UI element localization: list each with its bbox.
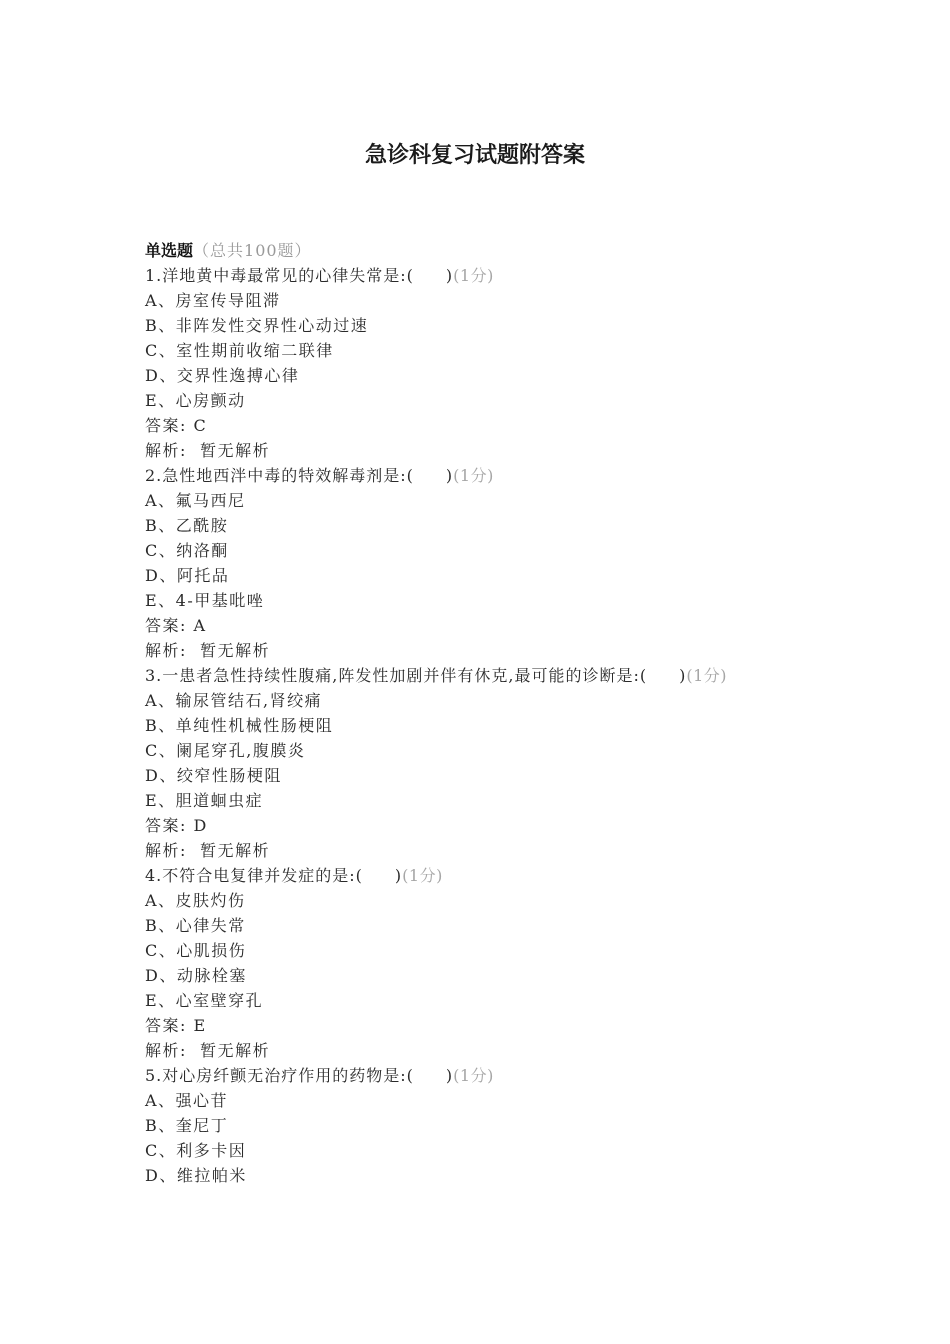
question-stem-text: 2.急性地西泮中毒的特效解毒剂是:(	[145, 466, 414, 485]
section-header	[145, 238, 790, 263]
option-b: B、单纯性机械性肠梗阻	[145, 716, 334, 735]
option-b: B、心律失常	[145, 916, 246, 935]
document-title: 急诊科复习试题附答案	[364, 142, 585, 168]
question-list	[145, 238, 790, 1188]
question-stem	[145, 863, 790, 888]
section-count: （总共100题）	[193, 241, 312, 260]
section-name: 单选题	[145, 241, 194, 260]
option-d: D、阿托品	[145, 566, 230, 585]
option-a: A、输尿管结石,肾绞痛	[145, 691, 323, 710]
question-stem	[145, 463, 790, 488]
option-d: D、维拉帕米	[145, 1166, 247, 1185]
question-stem	[145, 263, 790, 288]
option-c: C、利多卡因	[145, 1141, 247, 1160]
analysis: 解析: 暂无解析	[145, 1041, 271, 1060]
option-e: E、4-甲基吡唑	[145, 591, 265, 610]
option-b: B、奎尼丁	[145, 1116, 229, 1135]
question-4	[145, 863, 790, 1063]
answer: 答案: C	[145, 416, 208, 435]
option-a: A、皮肤灼伤	[145, 891, 246, 910]
question-5	[145, 1063, 790, 1188]
option-e: E、心房颤动	[145, 391, 246, 410]
question-stem-text: 5.对心房纤颤无治疗作用的药物是:(	[145, 1066, 414, 1085]
option-b: B、非阵发性交界性心动过速	[145, 316, 369, 335]
answer: 答案: A	[145, 616, 207, 635]
question-stem-close: )	[679, 666, 687, 685]
analysis: 解析: 暂无解析	[145, 641, 271, 660]
question-stem-text: 3.一患者急性持续性腹痛,阵发性加剧并伴有休克,最可能的诊断是:(	[145, 666, 648, 685]
option-a: A、氟马西尼	[145, 491, 246, 510]
question-score: (1分)	[686, 666, 727, 685]
option-c: C、纳洛酮	[145, 541, 229, 560]
analysis: 解析: 暂无解析	[145, 841, 271, 860]
option-d: D、绞窄性肠梗阻	[145, 766, 282, 785]
question-score: (1分)	[453, 1066, 494, 1085]
question-2	[145, 463, 790, 663]
option-c: C、心肌损伤	[145, 941, 247, 960]
question-stem-close: )	[445, 466, 454, 485]
question-stem-text: 4.不符合电复律并发症的是:(	[145, 866, 363, 885]
question-score: (1分)	[453, 466, 494, 485]
option-e: E、心室壁穿孔	[145, 991, 264, 1010]
question-stem-close: )	[445, 266, 454, 285]
question-stem-close: )	[445, 1066, 454, 1085]
option-d: D、交界性逸搏心律	[145, 366, 300, 385]
option-a: A、房室传导阻滞	[145, 291, 281, 310]
question-stem	[145, 663, 790, 688]
question-stem-text: 1.洋地黄中毒最常见的心律失常是:(	[145, 266, 414, 285]
option-c: C、室性期前收缩二联律	[145, 341, 334, 360]
option-d: D、动脉栓塞	[145, 966, 247, 985]
analysis: 解析: 暂无解析	[145, 441, 271, 460]
question-stem-close: )	[394, 866, 403, 885]
option-b: B、乙酰胺	[145, 516, 229, 535]
question-stem	[145, 1063, 790, 1088]
option-a: A、强心苷	[145, 1091, 229, 1110]
question-1	[145, 263, 790, 463]
question-3	[145, 663, 790, 863]
answer: 答案: E	[145, 1016, 207, 1035]
option-c: C、阑尾穿孔,腹膜炎	[145, 741, 306, 760]
question-score: (1分)	[402, 866, 443, 885]
question-score: (1分)	[453, 266, 494, 285]
option-e: E、胆道蛔虫症	[145, 791, 264, 810]
answer: 答案: D	[145, 816, 208, 835]
